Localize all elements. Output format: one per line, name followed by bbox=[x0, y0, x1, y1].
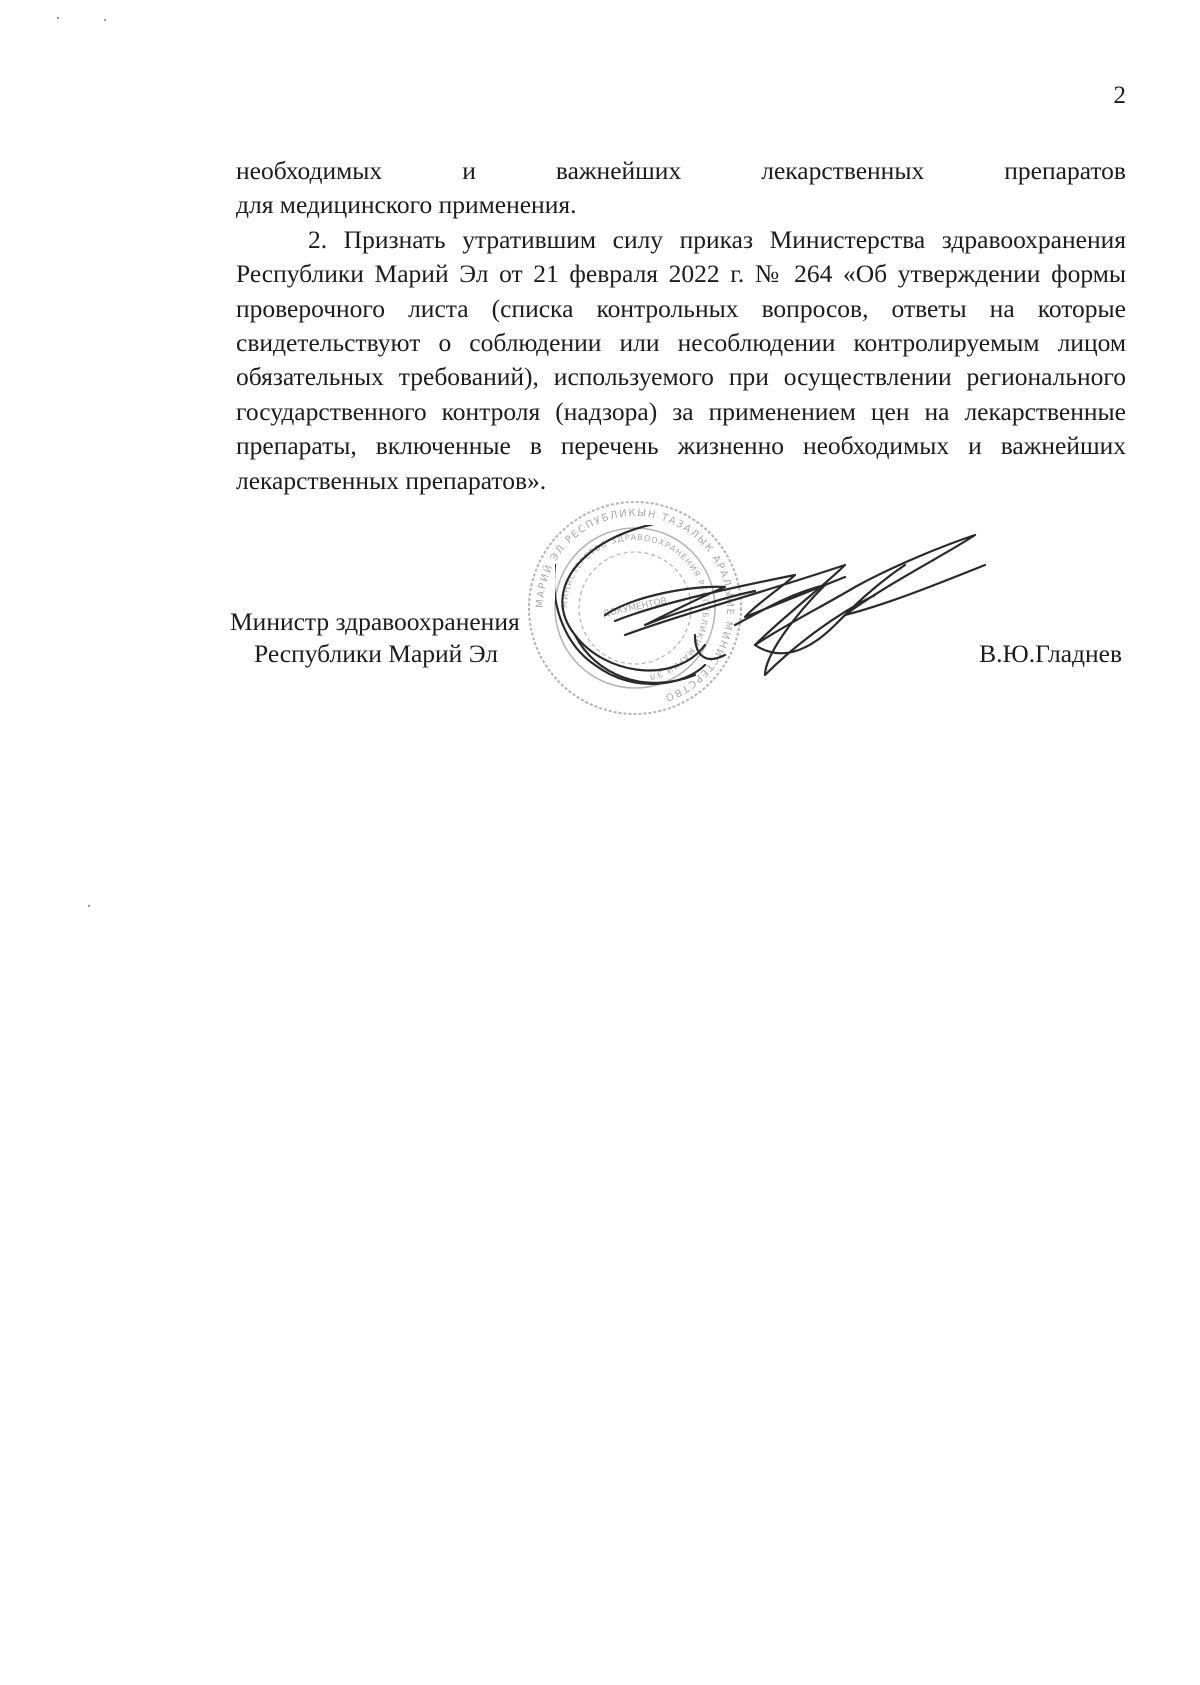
signatory-title-line-1: Министр здравоохранения bbox=[230, 607, 520, 636]
word: необходимых bbox=[236, 156, 383, 185]
word: и bbox=[462, 156, 476, 185]
signatory-name: В.Ю.Гладнев bbox=[979, 639, 1122, 668]
word: лекарственных bbox=[761, 156, 925, 185]
paragraph-revocation: 2. Признать утратившим силу приказ Министерства здравоохранения Республики Марий Эл от 21 февраля 2022 г. № 264 «Об утверждении формы проверочного листа (списка контрольных вопросов, ответы на которые свидетельствуют о соблюдении или несоблюдении контролируемым лицом обязательных требований), используемого при осуществлении регионального государственного контроля (надзора) за применением цен на лекарственные препараты, включенные в перечень жизненно необходимых и важнейших лекарственных препаратов». bbox=[236, 224, 1126, 495]
signatory-title-line-2: Республики Марий Эл bbox=[254, 639, 498, 668]
scan-speck bbox=[104, 19, 106, 21]
scan-speck bbox=[57, 17, 59, 19]
word: препаратов bbox=[1004, 156, 1126, 185]
justified-line bbox=[236, 154, 1126, 188]
document-body bbox=[236, 154, 1126, 498]
word: важнейших bbox=[555, 156, 682, 185]
paragraph-end-line: для медицинского применения. bbox=[236, 190, 577, 220]
svg-text:МАРИЙ ЭЛ РЕСПУБЛИКЫН ТАЗАЛЫК А: МАРИЙ ЭЛ РЕСПУБЛИКЫН ТАЗАЛЫК АРАЛЫМЕ МИНИСТЕРСТВО bbox=[534, 507, 736, 704]
handwritten-signature bbox=[555, 525, 1025, 725]
svg-text:МИНИСТЕРСТВО ЗДРАВООХРАНЕНИЯ Р: МИНИСТЕРСТВО ЗДРАВООХРАНЕНИЯ РЕСПУБЛИКИ МАРИЙ ЭЛ bbox=[559, 532, 711, 682]
scan-speck bbox=[88, 905, 90, 907]
svg-text:ДОКУМЕНТОВ: ДОКУМЕНТОВ bbox=[602, 596, 668, 620]
page-number: 2 bbox=[1113, 82, 1126, 109]
official-seal-stamp bbox=[525, 498, 745, 718]
